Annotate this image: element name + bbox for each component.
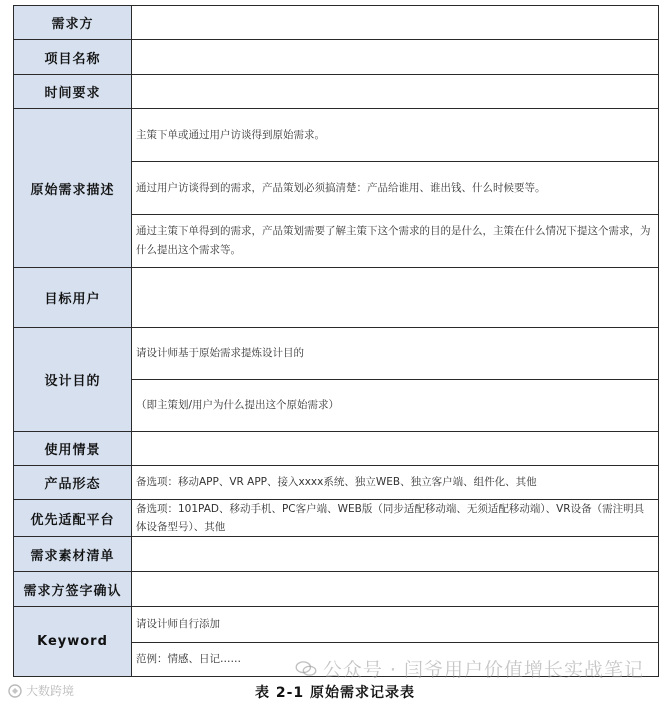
product-form-cell: 备选项：移动APP、VR APP、接入xxxx系统、独立WEB、独立客户端、组件化、其他: [132, 466, 659, 500]
row-label: 需求方签字确认: [14, 572, 132, 607]
table-row: [14, 466, 659, 500]
row-label: 目标用户: [14, 268, 132, 328]
wechat-icon: [295, 661, 317, 677]
row-label: 时间要求: [14, 75, 132, 109]
design-goal-line: （即主策划/用户为什么提出这个原始需求）: [132, 380, 659, 432]
original-desc-line: 通过用户访谈得到的需求，产品策划必须搞清楚：产品给谁用、谁出钱、什么时候要等。: [132, 162, 659, 215]
time-requirement-cell: [132, 75, 659, 109]
table-row: [14, 40, 659, 75]
table-row: [14, 75, 659, 109]
project-name-cell: [132, 40, 659, 75]
table-row: [14, 500, 659, 537]
logo-text: 大数跨境: [26, 684, 75, 698]
keyword-line: 范例：情感、日记……: [132, 643, 659, 677]
table-caption: 表 2-1 原始需求记录表: [254, 685, 416, 701]
row-label: 需求方: [14, 6, 132, 40]
keyword-line: 请设计师自行添加: [132, 607, 659, 643]
table-row: [14, 537, 659, 572]
table-row: [14, 268, 659, 328]
table-row: [14, 432, 659, 466]
demander-cell: [132, 6, 659, 40]
row-label: 需求素材清单: [14, 537, 132, 572]
original-desc-line: 主策下单或通过用户访谈得到原始需求。: [132, 109, 659, 162]
table-row: [14, 6, 659, 40]
signoff-cell: [132, 572, 659, 607]
table-row: [14, 572, 659, 607]
row-label: 设计目的: [14, 328, 132, 432]
platform-cell: 备选项：101PAD、移动手机、PC客户端、WEB版（同步适配移动端、无须适配移动端）、VR设备（需注明具体设备型号）、其他: [132, 500, 659, 537]
row-label: 项目名称: [14, 40, 132, 75]
row-label: 使用情景: [14, 432, 132, 466]
materials-cell: [132, 537, 659, 572]
row-label: Keyword: [14, 607, 132, 677]
row-label: 原始需求描述: [14, 109, 132, 268]
target-user-cell: [132, 268, 659, 328]
scenario-cell: [132, 432, 659, 466]
watermark: [295, 655, 644, 682]
row-label: 产品形态: [14, 466, 132, 500]
row-label: 优先适配平台: [14, 500, 132, 537]
requirement-table: [13, 5, 659, 677]
original-desc-line: 通过主策下单得到的需求，产品策划需要了解主策下这个需求的目的是什么，主策在什么情况下提这个需求，为什么提出这个需求等。: [132, 215, 659, 268]
table-row: [14, 109, 659, 162]
watermark-text: 公众号 · 闫爷用户价值增长实战笔记: [322, 659, 644, 681]
requirement-record-sheet: [13, 5, 658, 677]
design-goal-line: 请设计师基于原始需求提炼设计目的: [132, 328, 659, 380]
table-row: [14, 607, 659, 643]
table-row: [14, 328, 659, 380]
